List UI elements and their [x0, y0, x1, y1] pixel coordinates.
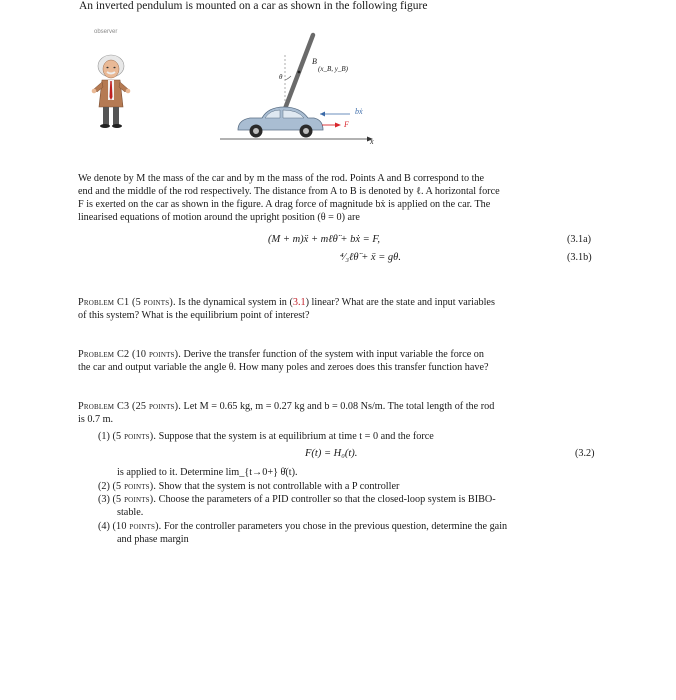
problem-c3-label: Problem C3 (25 points). — [78, 401, 181, 412]
subproblem-number: (4) — [98, 521, 110, 532]
problem-c3-line2: is 0.7 m. — [78, 414, 114, 425]
subproblem-points: (10 points). — [112, 521, 162, 532]
intro-line: We denote by M the mass of the car and by m the mass of the rod. Points A and B correspond to the — [78, 173, 485, 184]
label-drag: bẋ — [355, 107, 363, 116]
problem-c3 — [78, 400, 598, 426]
label-b: B — [312, 57, 317, 66]
problem-c1-line2: of this system? What is the equilibrium point of interest? — [78, 310, 310, 321]
subproblem-number: (1) — [98, 431, 110, 442]
problem-c2-line2: the car and output variable the angle θ. How many poles and zeroes does this transfer function have? — [78, 362, 489, 373]
subproblem-1 — [98, 430, 434, 443]
equation-number-3-1a: (3.1a) — [567, 234, 592, 245]
subproblem-1-cont: is applied to it. Determine lim_{t→0+} θ̇(t). — [117, 467, 298, 478]
intro-line: end and the middle of the rod respectively. The distance from A to B is denoted by ℓ. A horizontal force — [78, 186, 500, 197]
subproblem-4-cont: and phase margin — [117, 534, 189, 545]
problem-c2 — [78, 348, 598, 374]
label-axis-x: x — [370, 137, 374, 146]
equation-3-2: F(t) = H₀(t). — [305, 448, 358, 459]
pendulum-car-diagram — [220, 25, 380, 150]
intro-paragraph — [78, 172, 598, 224]
problem-c1-text: Is the dynamical system in ( — [178, 297, 293, 308]
equation-number-3-1b: (3.1b) — [567, 252, 592, 263]
label-theta: θ — [279, 73, 283, 81]
subproblem-points: (5 points). — [112, 494, 157, 505]
problem-c1 — [78, 296, 598, 322]
subproblem-number: (2) — [98, 481, 110, 492]
problem-c3-text: Let M = 0.65 kg, m = 0.27 kg and b = 0.08 Ns/m. The total length of the rod — [183, 401, 495, 412]
subproblem-4 — [98, 520, 507, 533]
observer-illustration — [86, 53, 136, 133]
subproblem-2 — [98, 480, 399, 493]
subproblem-3-cont: stable. — [117, 507, 144, 518]
equation-reference-link[interactable]: 3.1 — [292, 297, 306, 308]
subproblem-3 — [98, 493, 496, 506]
problem-c1-label: Problem C1 (5 points). — [78, 297, 176, 308]
equation-3-1b: ⁴⁄₃ℓθ̈ + ẍ = gθ. — [340, 252, 401, 263]
label-coordinates: (x_B, y_B) — [318, 65, 348, 73]
subproblem-points: (5 points). — [112, 481, 157, 492]
problem-c1-text-cont: ) linear? What are the state and input variables — [305, 297, 495, 308]
page-title: An inverted pendulum is mounted on a car as shown in the following figure — [79, 0, 428, 12]
problem-c2-text: Derive the transfer function of the system with input variable the force on — [183, 349, 484, 360]
problem-c2-label: Problem C2 (10 points). — [78, 349, 181, 360]
subproblem-points: (5 points). — [112, 431, 157, 442]
figure — [80, 25, 380, 155]
observer-label: observer — [94, 29, 118, 35]
label-force: F — [344, 120, 349, 129]
subproblem-text: Suppose that the system is at equilibrium at time t = 0 and the force — [158, 431, 434, 442]
subproblem-text: Show that the system is not controllable with a P controller — [158, 481, 400, 492]
intro-line: F is exerted on the car as shown in the figure. A drag force of magnitude bẋ is applied on the car. The — [78, 199, 491, 210]
equation-3-1a: (M + m)ẍ + mℓθ̈ + bẋ = F, — [268, 234, 381, 245]
subproblem-number: (3) — [98, 494, 110, 505]
subproblem-text: For the controller parameters you chose in the previous question, determine the gain — [163, 521, 508, 532]
subproblem-text: Choose the parameters of a PID controller so that the closed-loop system is BIBO- — [158, 494, 496, 505]
intro-line: linearised equations of motion around the upright position (θ = 0) are — [78, 212, 360, 223]
equation-number-3-2: (3.2) — [575, 448, 595, 459]
